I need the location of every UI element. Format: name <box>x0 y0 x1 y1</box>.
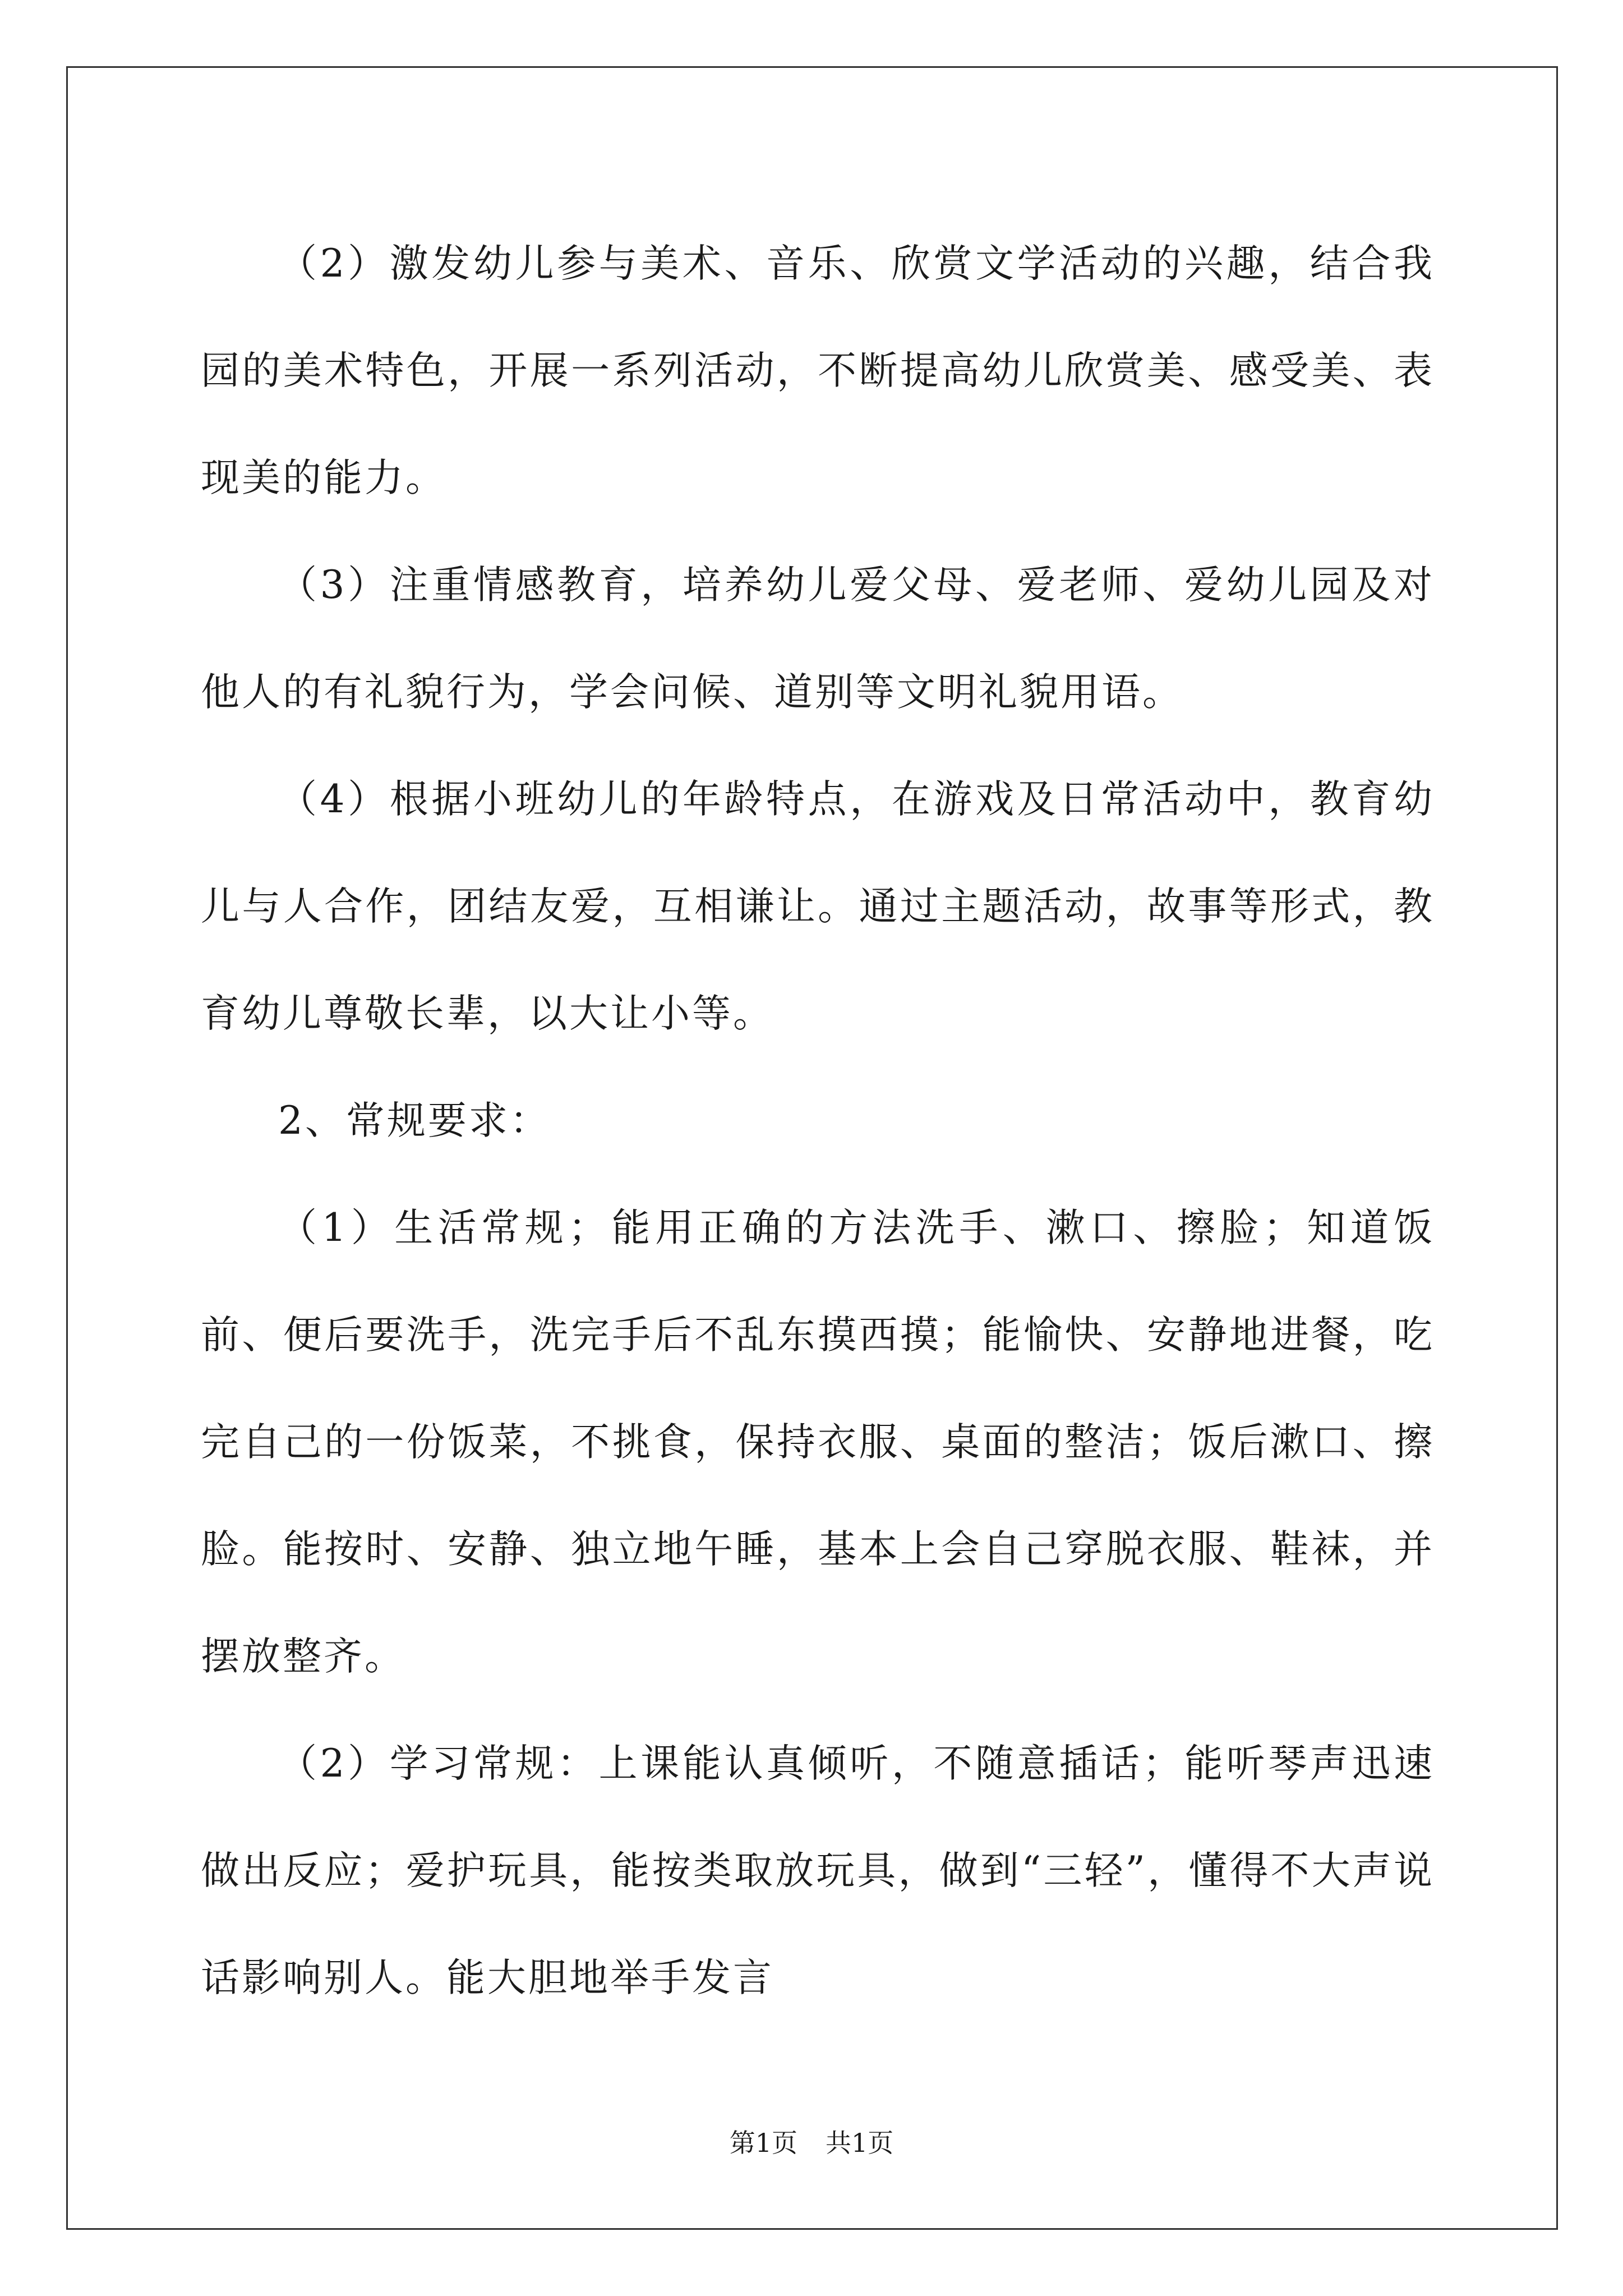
paragraph: （3）注重情感教育，培养幼儿爱父母、爱老师、爱幼儿园及对他人的有礼貌行为，学会问候、道别等文明礼貌用语。 <box>201 563 1435 715</box>
page-total: 共1页 <box>826 2128 894 2158</box>
document-body <box>201 210 1435 2032</box>
paragraph: （1）生活常规；能用正确的方法洗手、漱口、擦脸；知道饭前、便后要洗手，洗完手后不乱东摸西摸；能愉快、安静地进餐，吃完自己的一份饭菜，不挑食，保持衣服、桌面的整洁；饭后漱口、擦脸。能按时、安静、独立地午睡，基本上会自己穿脱衣服、鞋袜，并摆放整齐。 <box>201 1205 1435 1679</box>
paragraph: （2）学习常规：上课能认真倾听，不随意插话；能听琴声迅速做出反应；爱护玩具，能按类取放玩具，做到“三轻”，懂得不大声说话影响别人。能大胆地举手发言 <box>201 1741 1435 2000</box>
section-heading: 2、常规要求： <box>278 1098 551 1143</box>
page-footer <box>0 2126 1623 2160</box>
page-number: 第1页 <box>729 2128 797 2158</box>
paragraph: （4）根据小班幼儿的年龄特点，在游戏及日常活动中，教育幼儿与人合作，团结友爱，互相谦让。通过主题活动，故事等形式，教育幼儿尊敬长辈，以大让小等。 <box>201 777 1435 1036</box>
paragraph: （2）激发幼儿参与美术、音乐、欣赏文学活动的兴趣，结合我园的美术特色，开展一系列活动，不断提高幼儿欣赏美、感受美、表现美的能力。 <box>201 241 1435 500</box>
